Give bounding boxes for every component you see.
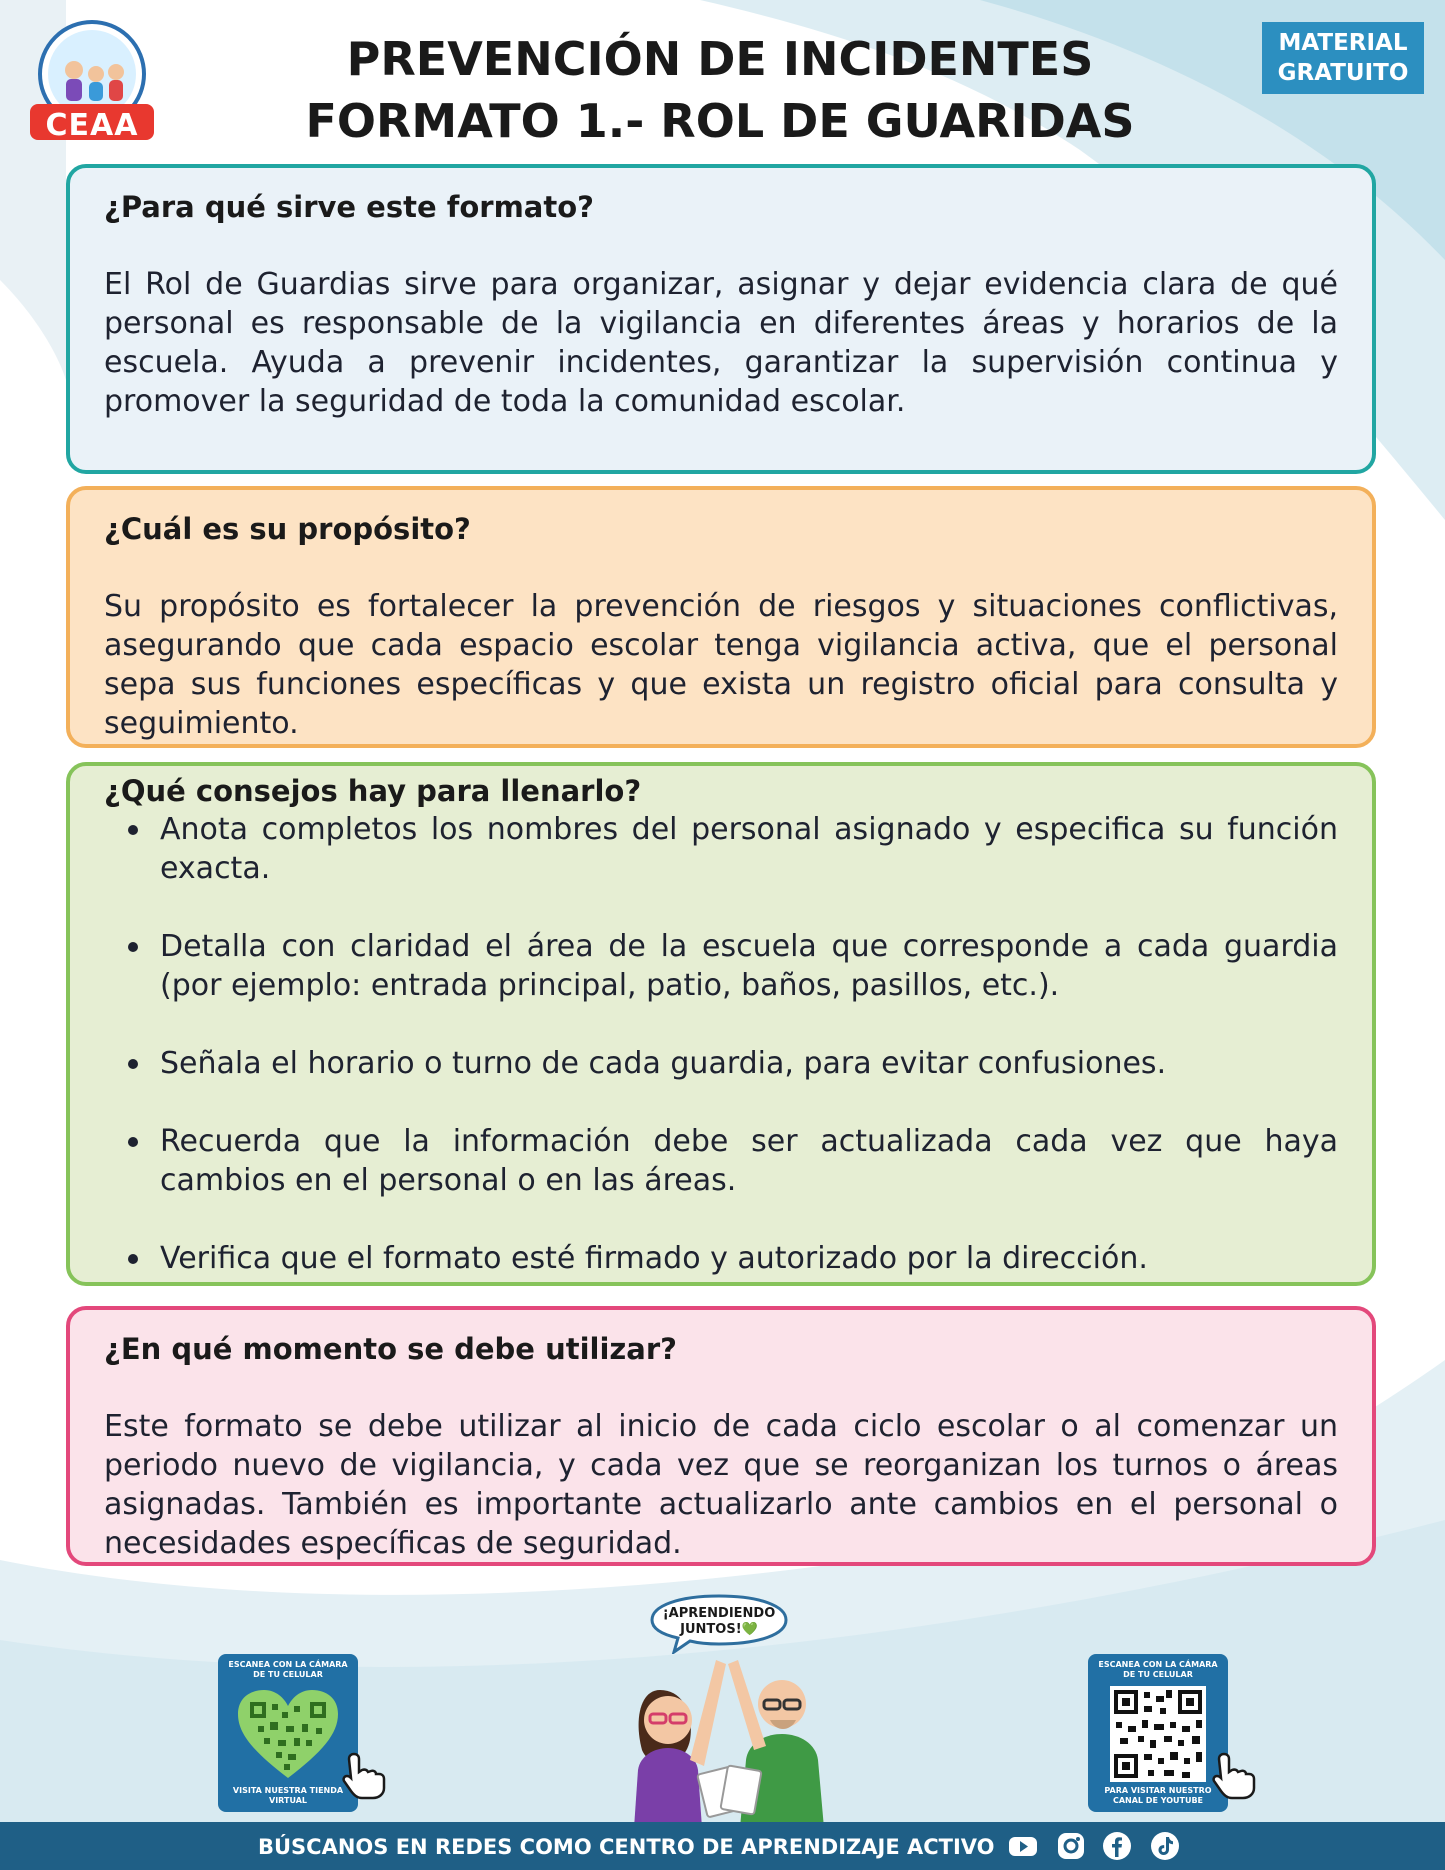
logo-text: CEAA — [45, 108, 139, 143]
bullet-icon — [128, 1137, 138, 1147]
pointer-hand-icon — [1208, 1748, 1260, 1800]
qr-top-caption: ESCANEA CON LA CÁMARA DE TU CELULAR — [1098, 1660, 1218, 1679]
qr-bottom-caption: PARA VISITAR NUESTRO CANAL DE YOUTUBE — [1104, 1786, 1212, 1805]
list-item — [104, 1239, 1338, 1278]
tiktok-icon[interactable] — [1150, 1831, 1180, 1861]
card-heading: ¿Cuál es su propósito? — [104, 512, 471, 546]
list-item-text: Detalla con claridad el área de la escuela que corresponde a cada guardia (por ejemplo: entrada principal, patio, baños, pasillos, etc.). — [160, 929, 1338, 1003]
title-line-2: FORMATO 1.- ROL DE GUARIDAS — [305, 94, 1135, 148]
card-body: Su propósito es fortalecer la prevención de riesgos y situaciones conflictivas, asegurando que cada espacio escolar tenga vigilancia activa, que el personal sepa sus funciones específicas y que exista un registro oficial para consulta y seguimiento. — [104, 589, 1338, 741]
list-item-text: Recuerda que la información debe ser actualizada cada vez que haya cambios en el personal o en las áreas. — [160, 1124, 1338, 1198]
list-item-text: Anota completos los nombres del personal asignado y especifica su función exacta. — [160, 812, 1338, 886]
bullet-icon — [128, 825, 138, 835]
ceaa-logo — [22, 18, 162, 146]
instagram-icon[interactable] — [1056, 1831, 1086, 1861]
heart-qr-code-icon — [234, 1686, 342, 1782]
card-tips — [66, 762, 1376, 1286]
badge-line-2: GRATUITO — [1277, 60, 1409, 86]
bullet-icon — [128, 942, 138, 952]
footer-text: BÚSCANOS EN REDES COMO CENTRO DE APRENDIZAJE ACTIVO — [258, 1835, 995, 1859]
badge-line-1: MATERIAL — [1278, 30, 1408, 56]
list-item-text: Verifica que el formato esté firmado y autorizado por la dirección. — [160, 1241, 1148, 1276]
card-purpose-of-format — [66, 164, 1376, 474]
list-item-text: Señala el horario o turno de cada guardia, para evitar confusiones. — [160, 1046, 1167, 1081]
speech-bubble — [648, 1592, 790, 1654]
qr-bottom-caption: VISITA NUESTRA TIENDA VIRTUAL — [232, 1786, 344, 1805]
facebook-icon[interactable] — [1102, 1831, 1132, 1861]
card-goal — [66, 486, 1376, 748]
bullet-icon — [128, 1059, 138, 1069]
card-heading: ¿Para qué sirve este formato? — [104, 190, 594, 224]
youtube-qr-card[interactable] — [1088, 1654, 1228, 1812]
card-heading: ¿Qué consejos hay para llenarlo? — [104, 774, 642, 808]
bullet-icon — [128, 1254, 138, 1264]
list-item — [104, 1122, 1338, 1200]
list-item — [104, 1044, 1338, 1083]
card-heading: ¿En qué momento se debe utilizar? — [104, 1332, 677, 1366]
title-line-1: PREVENCIÓN DE INCIDENTES — [346, 32, 1094, 86]
tips-list — [104, 810, 1338, 1278]
page-title — [170, 28, 1270, 152]
qr-top-caption: ESCANEA CON LA CÁMARA DE TU CELULAR — [228, 1660, 348, 1679]
pointer-hand-icon — [338, 1748, 390, 1800]
list-item — [104, 810, 1338, 888]
store-qr-card[interactable] — [218, 1654, 358, 1812]
card-body: El Rol de Guardias sirve para organizar, asignar y dejar evidencia clara de qué personal es responsable de la vigilancia en diferentes áreas y horarios de la escuela. Ayuda a prevenir incidentes, garantizar la supervisión continua y promover la seguridad de toda la comunidad escolar. — [104, 267, 1338, 419]
youtube-icon[interactable] — [1008, 1831, 1038, 1861]
bubble-text: ¡APRENDIENDO JUNTOS!💚 — [662, 1606, 776, 1637]
list-item — [104, 927, 1338, 1005]
footer-bar — [0, 1822, 1445, 1870]
qr-code-icon — [1104, 1686, 1212, 1782]
card-when-to-use — [66, 1306, 1376, 1566]
free-material-badge — [1262, 22, 1424, 94]
card-body: Este formato se debe utilizar al inicio de cada ciclo escolar o al comenzar un periodo nuevo de vigilancia, y cada vez que se reorganizan los turnos o áreas asignadas. También es importante actualizarlo ante cambios en el personal o necesidades específicas de seguridad. — [104, 1409, 1338, 1561]
